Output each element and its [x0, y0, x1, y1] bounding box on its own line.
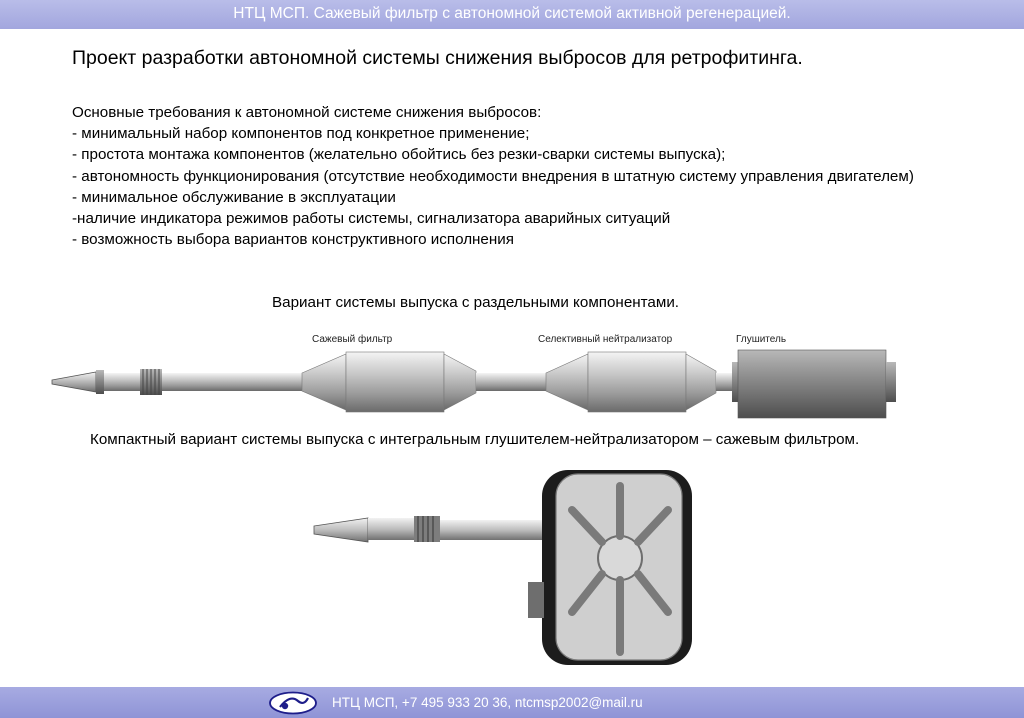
requirement-item: - автономность функционирования (отсутствие необходимости внедрения в штатную систему управления двигателем)	[72, 167, 914, 185]
integrated-muffler-catalyst-filter	[528, 470, 692, 665]
soot-filter-label: Сажевый фильтр	[312, 334, 393, 345]
header-title: НТЦ МСП. Сажевый фильтр с автономной системой активной регенерацией.	[233, 5, 791, 22]
inlet-cone	[314, 518, 368, 542]
pipe	[368, 518, 414, 540]
requirement-item: -наличие индикатора режимов работы системы, сигнализатора аварийных ситуаций	[72, 210, 671, 228]
header-bar	[0, 0, 1024, 29]
page-title: Проект разработки автономной системы снижения выбросов для ретрофитинга.	[72, 47, 803, 69]
inlet-cone	[52, 372, 96, 392]
muffler-label: Глушитель	[736, 334, 787, 345]
bellows	[140, 369, 162, 395]
footer-bar	[0, 687, 1024, 718]
separate-variant-caption: Вариант системы выпуска с раздельными компонентами.	[272, 294, 680, 311]
muffler	[732, 350, 896, 418]
selective-catalyst-label: Селективный нейтрализатор	[538, 334, 673, 345]
company-logo-icon	[268, 691, 318, 715]
requirement-item: - возможность выбора вариантов конструктивного исполнения	[72, 231, 514, 249]
pipe	[104, 373, 140, 391]
selective-catalyst	[546, 352, 716, 412]
requirements-intro: Основные требования к автономной системе снижения выбросов:	[72, 104, 542, 121]
requirement-item: - минимальное обслуживание в эксплуатации	[72, 188, 396, 206]
requirement-item: - простота монтажа компонентов (желательно обойтись без резки-сварки системы выпуска);	[72, 146, 726, 164]
footer-contact: НТЦ МСП, +7 495 933 20 36, ntcmsp2002@mail.ru	[332, 695, 643, 710]
compact-variant-caption: Компактный вариант системы выпуска с интегральным глушителем-нейтрализатором – сажевым фильтром.	[90, 431, 860, 448]
compact-exhaust-diagram	[310, 462, 710, 677]
requirements-list	[72, 102, 972, 250]
soot-filter	[302, 352, 476, 412]
pipe	[476, 373, 546, 391]
requirement-item: - минимальный набор компонентов под конкретное применение;	[72, 125, 530, 143]
pipe	[162, 373, 302, 391]
inlet-flange	[96, 370, 104, 394]
separate-exhaust-diagram	[48, 326, 908, 426]
bellows	[414, 516, 440, 542]
